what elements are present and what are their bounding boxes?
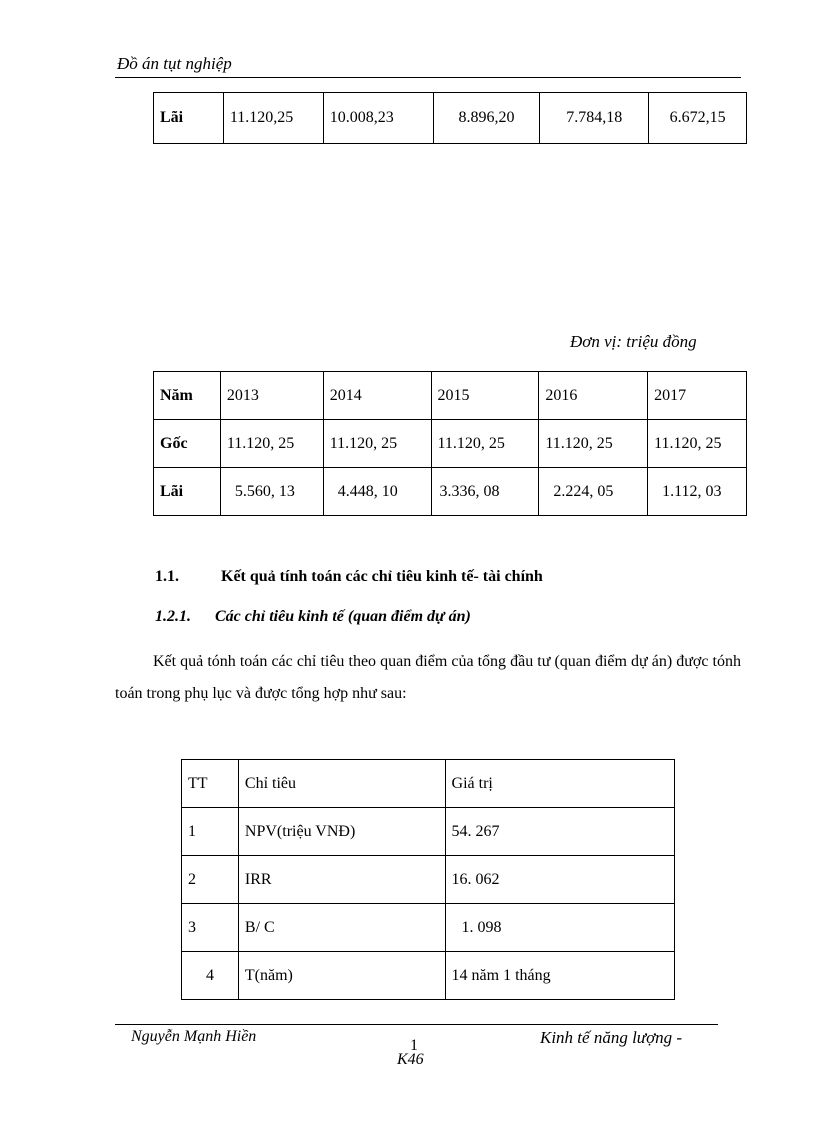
- table-cell: 11.120, 25: [323, 420, 431, 468]
- row-label: Lãi: [154, 468, 221, 516]
- table-cell: 8.896,20: [433, 93, 540, 144]
- table-cell: 11.120,25: [223, 93, 323, 144]
- table-cell: 10.008,23: [323, 93, 433, 144]
- table-cell: 11.120, 25: [220, 420, 323, 468]
- debt-repayment-table: [153, 371, 747, 516]
- table-row: [182, 808, 675, 856]
- column-header: Năm: [154, 372, 221, 420]
- subsection-title: Các chỉ tiêu kinh tế (quan điểm dự án): [215, 608, 471, 625]
- row-label: Gốc: [154, 420, 221, 468]
- table-row: [154, 468, 747, 516]
- footer-author: Nguyễn Mạnh Hiền: [131, 1028, 257, 1045]
- table-header-row: [154, 372, 747, 420]
- table-cell: 4.448, 10: [323, 468, 431, 516]
- table-cell: 14 năm 1 tháng: [445, 952, 674, 1000]
- table-cell: 6.672,15: [649, 93, 747, 144]
- table-cell: 3.336, 08: [431, 468, 539, 516]
- column-header: TT: [182, 760, 239, 808]
- unit-note: Đơn vị: triệu đồng: [570, 332, 697, 351]
- table-cell: B/ C: [238, 904, 445, 952]
- table-cell: 54. 267: [445, 808, 674, 856]
- section-title: Kết quả tính toán các chỉ tiêu kinh tế- tài chính: [221, 568, 543, 585]
- header-divider: [115, 77, 741, 78]
- table-cell: 1. 098: [445, 904, 674, 952]
- header-title: Đồ án tụt nghiệp: [117, 54, 232, 73]
- table-cell: IRR: [238, 856, 445, 904]
- table-header-row: [182, 760, 675, 808]
- table-cell: 16. 062: [445, 856, 674, 904]
- subsection-heading: [155, 608, 471, 626]
- column-header: 2014: [323, 372, 431, 420]
- table-cell: NPV(triệu VNĐ): [238, 808, 445, 856]
- table-cell: 11.120, 25: [648, 420, 747, 468]
- column-header: Chỉ tiêu: [238, 760, 445, 808]
- table-cell: 3: [182, 904, 239, 952]
- table-row: [182, 904, 675, 952]
- column-header: 2016: [539, 372, 648, 420]
- column-header: 2017: [648, 372, 747, 420]
- table-cell: 7.784,18: [540, 93, 649, 144]
- section-number: 1.1.: [155, 568, 179, 585]
- paragraph-text: Kết quả tónh toán các chỉ tiêu theo quan điểm của tổng đầu tư (quan điểm dự án) được tónh toán trong phụ lục và được tổng hợp như sau:: [115, 653, 741, 702]
- section-heading: [155, 568, 543, 586]
- table-cell: 5.560, 13: [220, 468, 323, 516]
- table-row: [182, 952, 675, 1000]
- table-cell: 2: [182, 856, 239, 904]
- row-label: Lãi: [154, 93, 224, 144]
- column-header: 2015: [431, 372, 539, 420]
- table-row: [154, 93, 747, 144]
- footer-class: K46: [397, 1051, 424, 1068]
- table-cell: 11.120, 25: [539, 420, 648, 468]
- table-cell: 11.120, 25: [431, 420, 539, 468]
- indicator-table: [181, 759, 675, 1000]
- column-header: 2013: [220, 372, 323, 420]
- table-cell: 2.224, 05: [539, 468, 648, 516]
- table-cell: 4: [182, 952, 239, 1000]
- table-cell: 1: [182, 808, 239, 856]
- footer-divider: [115, 1024, 718, 1025]
- table-row: [154, 420, 747, 468]
- page-number: 1: [410, 1037, 418, 1054]
- table-cell: T(năm): [238, 952, 445, 1000]
- table-cell: 1.112, 03: [648, 468, 747, 516]
- interest-table-continued: [153, 92, 747, 144]
- body-paragraph: [115, 646, 741, 710]
- footer-department: Kinh tế năng lượng -: [540, 1028, 683, 1047]
- column-header: Giá trị: [445, 760, 674, 808]
- table-row: [182, 856, 675, 904]
- subsection-number: 1.2.1.: [155, 608, 191, 625]
